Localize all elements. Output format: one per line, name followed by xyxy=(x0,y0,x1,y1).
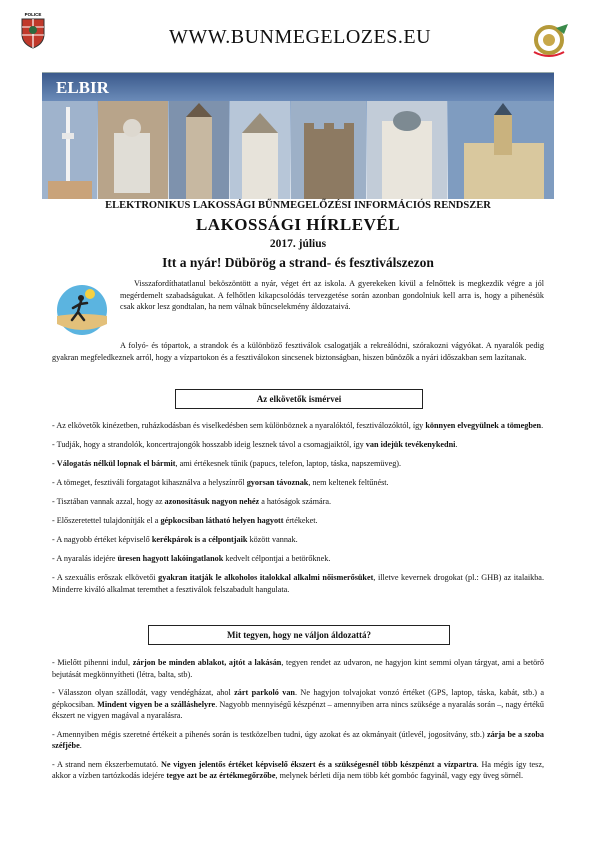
list-item xyxy=(52,759,544,782)
item-text: - A strand nem ékszerbemutató. xyxy=(52,759,161,769)
beach-runner-icon xyxy=(56,284,108,336)
item-text: , melynek bérleti díja nem több két gombóc fagyinál, vagy egy üveg sörnél. xyxy=(275,771,524,780)
emphasis-text: azonosításuk nagyon nehéz xyxy=(164,497,260,506)
item-text: . xyxy=(79,741,82,750)
item-text: - A nagyobb értéket képviselő xyxy=(52,535,152,544)
list-item xyxy=(52,729,544,752)
item-text: kedvelt célpontjai a betörőknek. xyxy=(223,554,331,563)
emphasis-text: zárjon be minden ablakot, ajtót a lakásán xyxy=(132,658,282,667)
item-text: - xyxy=(52,459,57,468)
item-text: . xyxy=(541,421,544,430)
list-item xyxy=(52,534,544,546)
item-text: , illetve kevernek drogokat (pl.: GHB) az italaikba. Minderre kiváló alkalmat teremthet a fesztiválok felszabadult hangulata. xyxy=(52,573,544,594)
prevention-tips-list xyxy=(52,657,544,789)
list-item xyxy=(52,477,544,489)
item-text: . xyxy=(455,440,458,449)
emphasis-text: kerékpárok is a célpontjaik xyxy=(151,535,248,544)
system-title: ELEKTRONIKUS LAKOSSÁGI BŰNMEGELŐZÉSI INFORMÁCIÓS RENDSZER xyxy=(105,200,491,211)
item-text: között vannak. xyxy=(247,535,298,544)
emphasis-text: van idejük tevékenykedni xyxy=(365,440,456,449)
list-item xyxy=(52,420,544,432)
emphasis-text: Mindent vigyen be a szálláshelyre xyxy=(97,699,216,709)
item-text: - Az elkövetők kinézetben, ruházkodásban és viselkedésben sem különböznek a nyaralóktól, fesztiválozóktól, így xyxy=(52,421,426,430)
item-text: . Nagyobb mennyiségű készpénzt – amennyiben arra nincs szüksége a nyaralás során –, nagy értékű ékszert ne vigyen magával a nyaralásra. xyxy=(52,699,544,720)
item-text: - Tudják, hogy a strandolók, koncertrajongók hosszabb ideig lesznek távol a csomagjaiktól, így xyxy=(52,440,366,449)
crest-label: POLICE xyxy=(24,12,42,17)
emphasis-text: gyakran itatják le alkoholos italokkal alkalmi nőismerősüket xyxy=(158,573,374,582)
emphasis-text: gépkocsiban látható helyen hagyott xyxy=(160,516,284,525)
item-text: - Előszeretettel tulajdonítják el a xyxy=(52,516,161,525)
list-item xyxy=(52,458,544,470)
item-text: - Válasszon olyan szállodát, vagy vendégházat, ahol xyxy=(52,688,235,697)
emphasis-text: könnyen elvegyülnek a tömegben xyxy=(425,421,542,430)
headline: Itt a nyár! Dübörög a strand- és fesztiválszezon xyxy=(162,255,434,270)
item-text: értékeket. xyxy=(283,516,318,525)
item-text: . Ha mégis így tesz, akkor a vízben tartózkodás idejére xyxy=(52,759,545,780)
item-text: a hatóságok számára. xyxy=(259,497,332,506)
list-item xyxy=(52,687,544,722)
offender-traits-list xyxy=(52,420,544,603)
newsletter-title: LAKOSSÁGI HÍRLEVÉL xyxy=(195,215,401,234)
list-item xyxy=(52,515,544,527)
item-text: - Amennyiben mégis szeretné értékeit a pihenés során is testközelben tudni, úgy azokat és az okmányait (útlevél, jogosítvány, stb.) xyxy=(52,729,487,739)
header-banner xyxy=(42,72,554,199)
emphasis-text: tegye azt be az értékmegőrzőbe xyxy=(166,771,276,780)
list-item xyxy=(52,553,544,565)
list-item xyxy=(52,439,544,451)
city-landmarks-image xyxy=(42,73,554,199)
list-item xyxy=(52,496,544,508)
list-item xyxy=(52,657,544,680)
emphasis-text: Ne vigyen jelentős értéket képviselő ékszert és a szükségesnél több készpénzt a vízpartra xyxy=(160,759,477,769)
banner-brand: ELBIR xyxy=(56,78,109,97)
emphasis-text: gyorsan távoznak xyxy=(246,478,309,487)
item-text: - A nyaralás idejére xyxy=(52,554,118,563)
item-text: - Mielőtt pihenni indul, xyxy=(52,658,133,667)
item-text: . Ne hagyjon tolvajokat vonzó értéket (GPS, laptop, táska, kabát, stb.) a gépkocsiban. xyxy=(52,688,544,709)
newsletter-date: 2017. július xyxy=(269,238,327,250)
section-heading-offenders: Az elkövetők ismérvei xyxy=(175,389,423,409)
list-item xyxy=(52,572,544,595)
item-text: - A tömeget, fesztiváli forgatagot kihasználva a helyszínről xyxy=(52,478,247,487)
item-text: - A szexuális erőszak elkövetői xyxy=(52,573,159,582)
section-heading-prevention: Mit tegyen, hogy ne váljon áldozattá? xyxy=(148,625,450,645)
item-text: , tegyen rendet az udvaron, ne hagyjon kint semmi olyan tárgyat, ami a betörő bejutását megkönnyítheti (létra, balta, stb). xyxy=(52,658,545,679)
emphasis-text: zárja be a szoba széfjébe xyxy=(52,729,544,750)
item-text: - Tisztában vannak azzal, hogy az xyxy=(52,497,165,506)
intro-paragraph-2: A folyó- és tópartok, a strandok és a különböző fesztiválok csalogatják a rekreálódni, szórakozni vágyókat. A nyaralók pedig gyakran megfeledkeznek arról, hogy a vízpartokon és a fesztiválokon sincsenek biztonságban, hiszen bűnözők a nyári időszakban sem lazítanak. xyxy=(52,341,544,362)
emphasis-text: üresen hagyott lakóingatlanok xyxy=(117,554,224,563)
police-crest-icon xyxy=(18,10,48,50)
intro-paragraph-1: Visszafordíthatatlanul beköszöntött a nyár, véget ért az iskola. A gyerekeken kívül a felnőttek is megkezdik végre a jól megérdemelt szabadságukat. A felhőtlen kikapcsolódás tervezgetése során azonban gondolniuk kell arra is, hogy a pihenésük csak akkor lesz gondtalan, ha nem válnak bűncselekmény áldozataivá. xyxy=(120,279,544,311)
emphasis-text: zárt parkoló van xyxy=(234,688,295,697)
site-url[interactable]: WWW.BUNMEGELOZES.EU xyxy=(168,26,432,48)
emphasis-text: Válogatás nélkül lopnak el bármit xyxy=(56,459,176,468)
crime-prevention-logo-icon xyxy=(530,22,572,60)
item-text: , ami értékesnek tűnik (papucs, telefon, laptop, táska, napszemüveg). xyxy=(175,459,402,468)
item-text: , nem keltenek feltűnést. xyxy=(308,478,389,487)
